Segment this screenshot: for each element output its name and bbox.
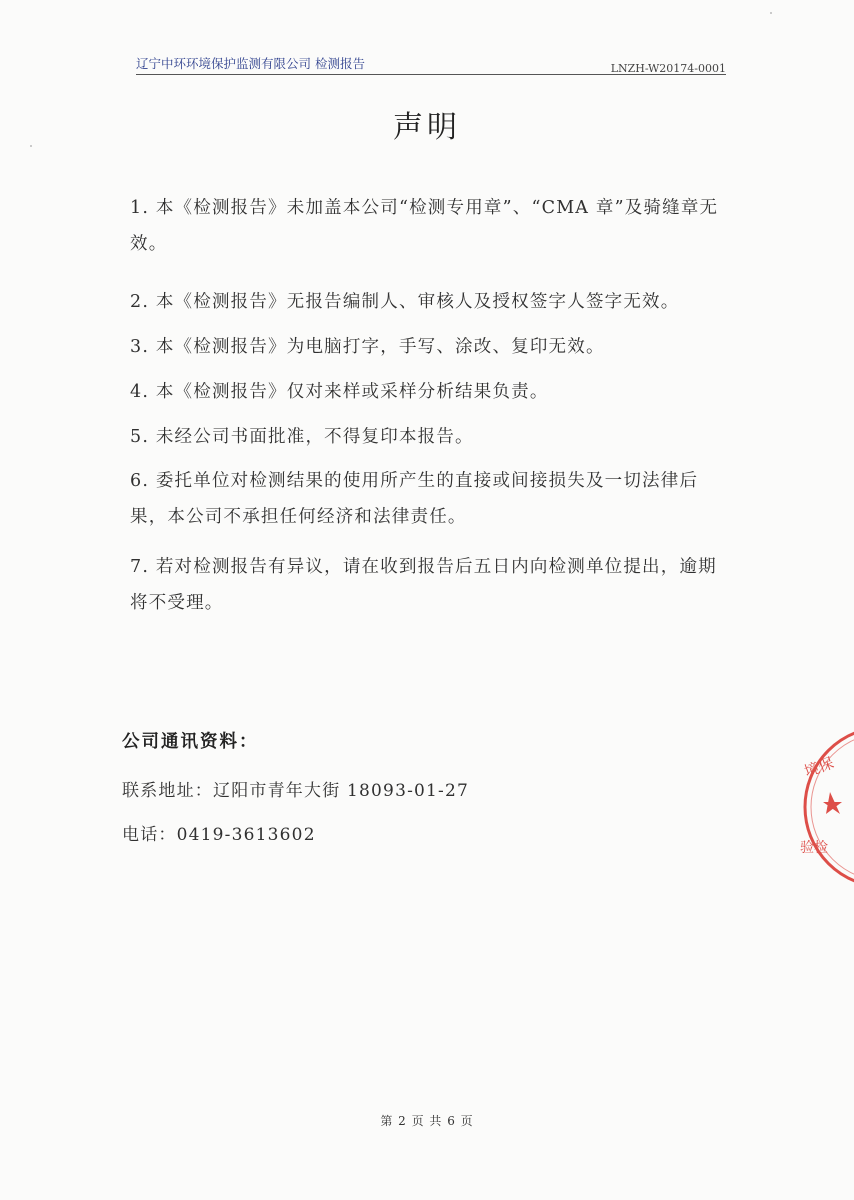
scan-speck xyxy=(30,145,32,147)
statement-7: 7. 若对检测报告有异议，请在收到报告后五日内向检测单位提出，逾期将不受理。 xyxy=(130,557,717,613)
header-company-report: 辽宁中环环境保护监测有限公司 检测报告 xyxy=(136,56,365,71)
page-number: 第 2 页 共 6 页 xyxy=(380,1114,474,1128)
seal-stamp xyxy=(790,722,854,892)
contact-heading: 公司通讯资料： xyxy=(122,732,259,752)
page-header xyxy=(136,52,726,75)
statement-4: 4. 本《检测报告》仅对来样或采样分析结果负责。 xyxy=(130,382,549,402)
svg-text:验检: 验检 xyxy=(800,840,828,856)
scan-speck xyxy=(770,12,772,14)
contact-address: 联系地址：辽阳市青年大街 18093-01-27 xyxy=(122,781,470,801)
contact-phone: 电话：0419-3613602 xyxy=(122,825,316,845)
statement-6: 6. 委托单位对检测结果的使用所产生的直接或间接损失及一切法律后果，本公司不承担任何经济和法律责任。 xyxy=(130,471,699,527)
page-title: 声明 xyxy=(393,110,461,145)
statement-1: 1. 本《检测报告》未加盖本公司“检测专用章”、“CMA 章”及骑缝章无效。 xyxy=(130,198,719,254)
statement-3: 3. 本《检测报告》为电脑打字，手写、涂改、复印无效。 xyxy=(130,337,605,357)
header-report-number: LNZH-W20174-0001 xyxy=(610,62,726,75)
statement-2: 2. 本《检测报告》无报告编制人、审核人及授权签字人签字无效。 xyxy=(130,292,680,312)
statement-5: 5. 未经公司书面批准，不得复印本报告。 xyxy=(130,427,474,447)
svg-text:境保: 境保 xyxy=(801,753,837,781)
